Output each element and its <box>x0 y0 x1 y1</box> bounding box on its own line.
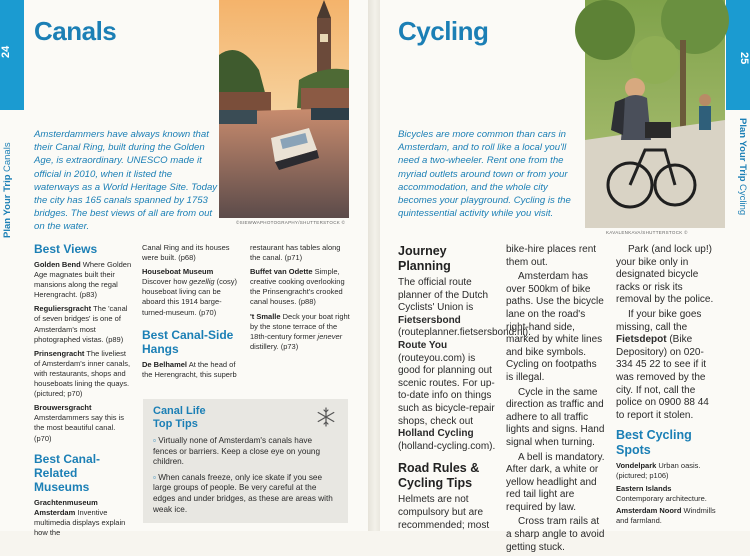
bullet-icon: ▫ <box>153 472 156 482</box>
item-term: jenever <box>317 331 343 341</box>
item-name: 't Smalle <box>250 311 281 321</box>
item-text: (cosy) houseboat living can be aboard this 1914 barge-turned-museum. (p70) <box>142 277 238 317</box>
section-tab-topic: Cycling <box>737 184 748 216</box>
photo-credit: ©SIEWWAPHOTOGRAPHY/SHUTTERSTOCK © <box>236 220 346 225</box>
tips-title-line1: Canal Life <box>153 405 206 417</box>
page-title: Canals <box>34 16 117 46</box>
spots-heading: Best Cycling Spots <box>616 428 692 458</box>
list-item <box>34 349 134 399</box>
item-text: Urban oasis. (pictured; p106) <box>616 461 701 481</box>
intro-text: Bicycles are more common than cars in Amsterdam, and to roll like a local you'll need a two-wheeler. Rent one from the myriad outlets around town or from your accommodation, and the whole city becomes your playground. Cycling is the quintessential activity while you visit. <box>398 129 571 220</box>
tip-item <box>153 473 338 515</box>
item-name: Buffet van Odette <box>250 267 313 277</box>
item-name: Prinsengracht <box>34 348 85 358</box>
item-text: Windmills and farmland. <box>616 505 716 525</box>
paragraph <box>616 309 716 422</box>
text-fragment: (Bike Depository) on 020-334 45 22 to see if it was removed by the city. If not, call the police on 0900 88 44 to report it stolen. <box>616 334 709 421</box>
text-fragment: The official route planner of the Dutch Cyclists' Union is <box>398 277 489 314</box>
text-fragment: (routeplanner.fietsersbond.nl). <box>398 327 531 339</box>
item-text: distillery. (p73) <box>250 341 299 351</box>
link-name: Route You <box>398 339 448 351</box>
list-item <box>34 304 134 344</box>
section-tab-label: Plan Your Trip <box>737 118 748 182</box>
item-text: Deck your boat right by the stone terrace of the 18th-century former <box>250 311 350 341</box>
item-name: Houseboat Museum <box>142 267 214 277</box>
paragraph: Park (and lock up!) your bike only in designated bicycle racks or risk its removal by the police. <box>616 244 714 306</box>
page-title: Cycling <box>398 16 489 46</box>
canal-photo-image <box>219 0 349 218</box>
left-page <box>0 0 370 537</box>
list-item <box>34 260 134 300</box>
tips-title <box>153 405 338 431</box>
page-number: 24 <box>0 0 24 110</box>
item-text: The 'canal of seven bridges' is one of Amsterdam's most photographed vistas. (p89) <box>34 304 128 344</box>
paragraph: A bell is mandatory. After dark, a white or yellow headlight and red tail light are required by law. <box>506 451 605 513</box>
cycling-photo <box>585 0 725 228</box>
item-name: Eastern Islands <box>616 483 672 493</box>
item-term: gezellig <box>189 277 215 287</box>
canal-photo <box>219 0 349 218</box>
item-text: Simple, creative cooking overlooking the Prinsengracht's crooked canal houses. (p88) <box>250 267 345 307</box>
link-name: Holland Cycling <box>398 428 474 440</box>
item-name: De Belhamel <box>142 359 188 369</box>
road-rules-text: Helmets are not compulsory but are recommended; most <box>398 494 490 531</box>
item-text: At the head of the Herengracht, this superb <box>142 359 237 379</box>
section-tab <box>726 118 748 238</box>
section-tab-label: Plan Your Trip <box>2 174 13 238</box>
list-item <box>250 267 350 307</box>
section-tab <box>2 118 24 238</box>
journey-text <box>398 277 531 453</box>
column-2 <box>506 244 606 556</box>
tip-item <box>153 436 338 468</box>
continued-text: Canal Ring and its houses were built. (p68) <box>142 243 230 263</box>
tips-title-line2: Top Tips <box>153 418 198 430</box>
cycling-photo-image <box>585 0 725 228</box>
list-item <box>34 403 134 443</box>
paragraph: Cross tram rails at a sharp angle to avoid getting stuck. <box>506 516 605 553</box>
snowflake-icon <box>316 407 336 427</box>
item-name: Vondelpark <box>616 461 657 471</box>
item-text: The liveliest of Amsterdam's inner canals, with restaurants, shops and houseboats lining the quays. (pictured; p70) <box>34 348 131 399</box>
bullet-icon: ▫ <box>153 436 156 445</box>
text-fragment: (routeyou.com) is good for planning out scenic routes. For up-to-date info on things such as bicycle-repair shops, check out <box>398 352 495 427</box>
item-name: Amsterdam Noord <box>616 505 682 515</box>
list-item <box>616 461 716 481</box>
item-text: Discover how <box>142 277 188 287</box>
column-1 <box>34 242 134 542</box>
column-3 <box>250 243 350 356</box>
photo-credit: KAVALENKAVA/SHUTTERSTOCK © <box>606 230 688 235</box>
best-views-heading: Best Views <box>34 242 98 256</box>
museums-heading: Best Canal-Related Museums <box>34 451 101 494</box>
journey-heading: Journey Planning <box>398 244 451 273</box>
tip-text: Virtually none of Amsterdam's canals have fences or barriers. Keep a close eye on young children. <box>153 436 321 467</box>
item-name: Brouwersgracht <box>34 403 92 413</box>
intro-text: Amsterdammers have always known that their Canal Ring, built during the Golden Age, is extraordinary. UNESCO made it official in 2010, when it listed the waterways as a World Heritage Site. Today the city has 165 canals spanned by 1753 bridges. The best views of all are from out on the water. <box>34 129 218 233</box>
column-3 <box>616 244 716 528</box>
canal-life-tips-box <box>143 399 348 523</box>
paragraph: Cycle in the same direction as traffic and adhere to all traffic lights and signs. Hand signal when turning. <box>506 386 605 448</box>
text-fragment: (holland-cycling.com). <box>398 440 496 452</box>
list-item <box>34 498 134 538</box>
item-text: Amsterdammers say this is the most beautiful canal. (p70) <box>34 413 125 443</box>
right-page <box>380 0 750 553</box>
list-item <box>142 360 242 380</box>
road-rules-heading: Road Rules & Cycling Tips <box>398 461 480 491</box>
item-text: Inventive multimedia displays explain how the <box>34 507 126 537</box>
list-item <box>616 506 716 526</box>
page-number: 25 <box>726 0 750 110</box>
column-1 <box>398 244 531 534</box>
item-name: Reguliersgracht <box>34 304 92 314</box>
link-name: Fietsdepot <box>616 334 667 346</box>
list-item <box>142 267 242 317</box>
item-name: Grachtenmuseum Amsterdam <box>34 497 98 517</box>
spots-list <box>616 461 716 526</box>
text-fragment: If your bike goes missing, call the <box>616 308 702 333</box>
tip-text: When canals freeze, only ice skate if you see large groups of people. Be very careful at the edges and under bridges, as these are areas with weak ice. <box>153 472 333 514</box>
list-item <box>250 312 350 352</box>
item-text: Contemporary architecture. <box>616 493 707 503</box>
continued-text: restaurant has tables along the canal. (p71) <box>250 243 341 263</box>
link-name: Fietsersbond <box>398 314 461 326</box>
paragraph: bike-hire places rent them out. <box>506 244 597 268</box>
item-text: Where Golden Age magnates built their mansions along the regal Herengracht. (p83) <box>34 260 132 300</box>
column-2 <box>142 243 242 384</box>
hangs-heading: Best Canal-Side Hangs <box>142 327 234 356</box>
item-name: Golden Bend <box>34 260 81 269</box>
paragraph: Amsterdam has over 500km of bike paths. Use the bicycle lane on the road's right-hand side, marked by white lines and bike symbols. Cycling on footpaths is illegal. <box>506 271 604 383</box>
list-item <box>616 484 716 504</box>
section-tab-topic: Canals <box>2 142 13 172</box>
